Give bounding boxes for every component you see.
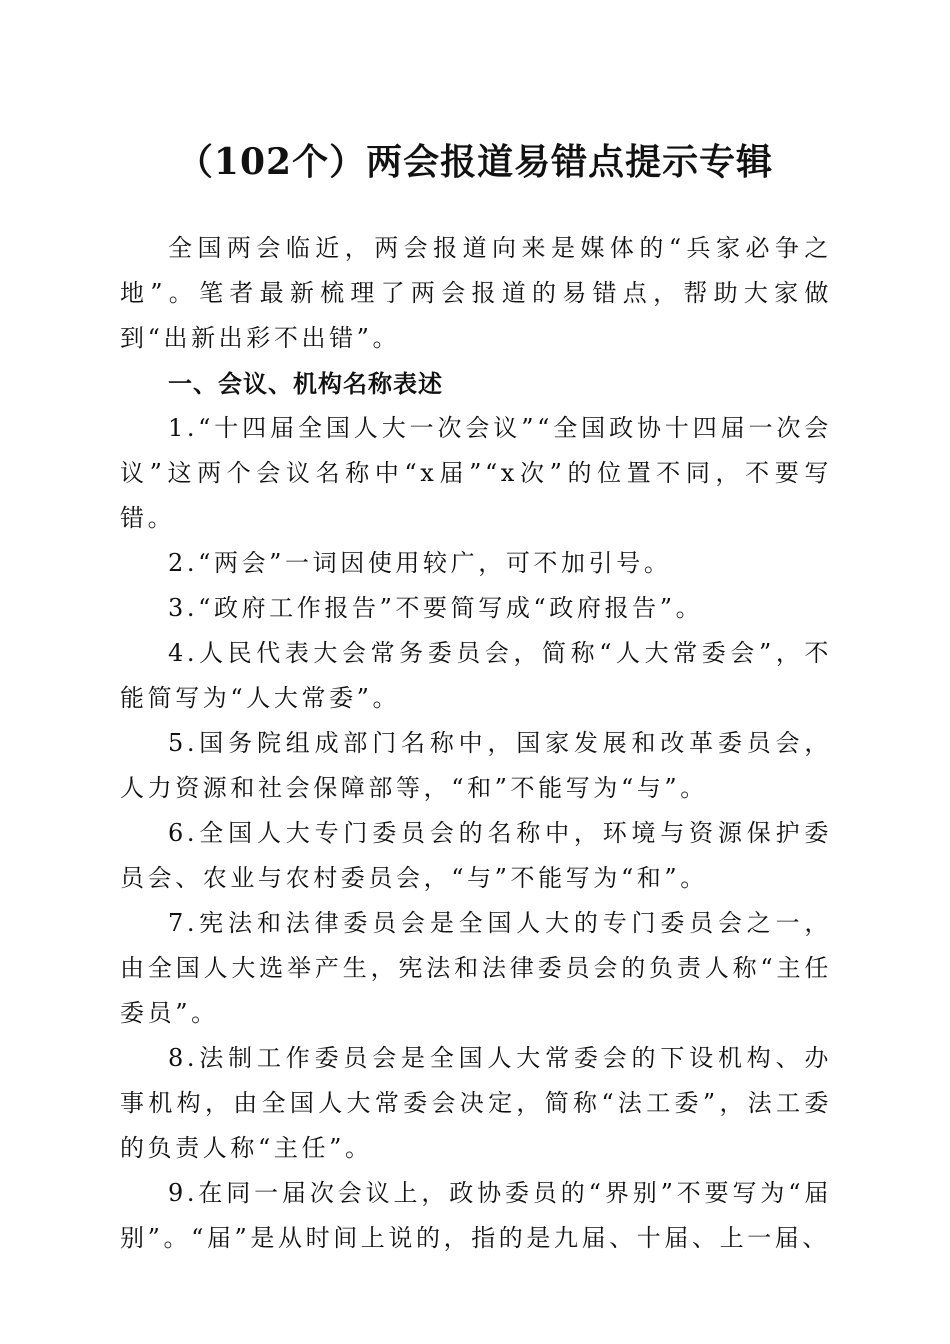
list-item: 7.宪法和法律委员会是全国人大的专门委员会之一，由全国人大选举产生，宪法和法律委员会的负责人称“主任委员”。 [120, 909, 832, 1027]
list-item: 4.人民代表大会常务委员会，简称“人大常委会”，不能简写为“人大常委”。 [120, 639, 832, 712]
list-item: 6.全国人大专门委员会的名称中，环境与资源保护委员会、农业与农村委员会，“与”不能写为“和”。 [120, 819, 832, 892]
section-heading: 一、会议、机构名称表述 [168, 369, 443, 398]
list-item: 2.“两会”一词因使用较广，可不加引号。 [168, 549, 672, 577]
list-item: 9.在同一届次会议上，政协委员的“界别”不要写为“届别”。“届”是从时间上说的，指的是九届、十届、上一届、 [120, 1179, 832, 1252]
list-item: 1.“十四届全国人大一次会议”“全国政协十四届一次会议”这两个会议名称中“x届”“x次”的位置不同，不要写错。 [120, 414, 832, 532]
list-item: 3.“政府工作报告”不要简写成“政府报告”。 [168, 594, 704, 622]
intro-paragraph: 全国两会临近，两会报道向来是媒体的“兵家必争之地”。笔者最新梳理了两会报道的易错点，帮助大家做到“出新出彩不出错”。 [120, 234, 832, 352]
list-item: 5.国务院组成部门名称中，国家发展和改革委员会，人力资源和社会保障部等，“和”不能写为“与”。 [120, 729, 832, 802]
document-body [120, 226, 832, 1261]
document-title: （102个）两会报道易错点提示专辑 [176, 141, 774, 183]
list-item: 8.法制工作委员会是全国人大常委会的下设机构、办事机构，由全国人大常委会决定，简称“法工委”，法工委的负责人称“主任”。 [120, 1044, 832, 1162]
